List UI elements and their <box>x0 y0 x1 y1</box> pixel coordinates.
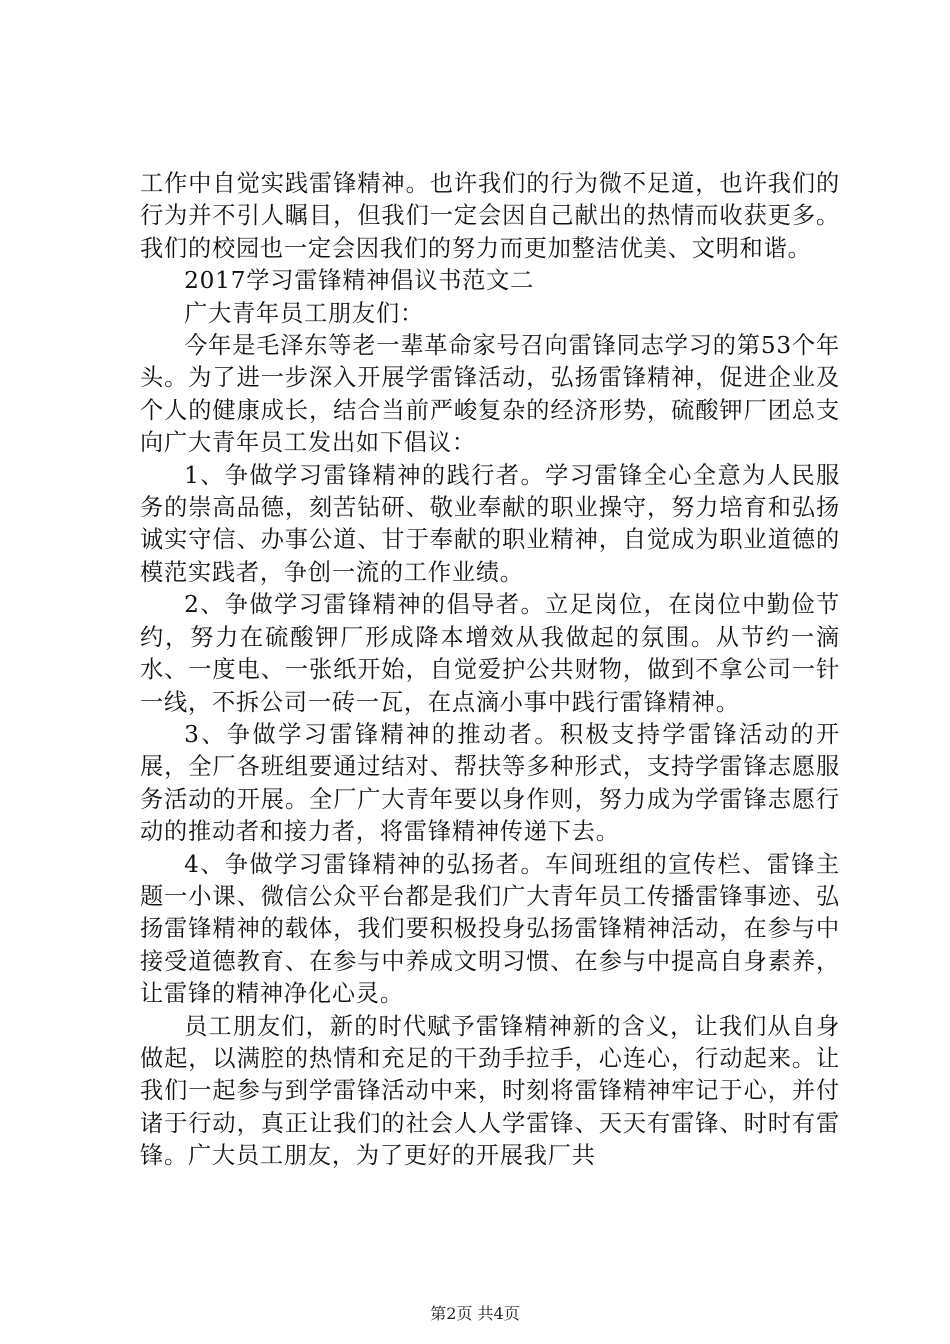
paragraph-intro: 今年是毛泽东等老一辈革命家号召向雷锋同志学习的第53个年头。为了进一步深入开展学雷锋活动，弘扬雷锋精神，促进企业及个人的健康成长，结合当前严峻复杂的经济形势，硫酸钾厂团总支向广大青年员工发出如下倡议： <box>140 332 840 457</box>
paragraph-item-2: 2、争做学习雷锋精神的倡导者。立足岗位，在岗位中勤俭节约，努力在硫酸钾厂形成降本增效从我做起的氛围。从节约一滴水、一度电、一张纸开始，自觉爱护公共财物，做到不拿公司一针一线，不拆公司一砖一瓦，在点滴小事中践行雷锋精神。 <box>140 591 840 716</box>
section-heading: 2017学习雷锋精神倡议书范文二 <box>184 267 535 295</box>
paragraph-continuation: 工作中自觉实践雷锋精神。也许我们的行为微不足道，也许我们的行为并不引人瞩目，但我们一定会因自己献出的热情而收获更多。我们的校园也一定会因我们的努力而更加整洁优美、文明和谐。 <box>140 170 840 262</box>
paragraph-closing: 员工朋友们，新的时代赋予雷锋精神新的含义，让我们从自身做起，以满腔的热情和充足的干劲手拉手，心连心，行动起来。让我们一起参与到学雷锋活动中来，时刻将雷锋精神牢记于心，并付诸于行动，真正让我们的社会人人学雷锋、天天有雷锋、时时有雷锋。广大员工朋友，为了更好的开展我厂共 <box>140 1012 840 1170</box>
paragraph-item-1: 1、争做学习雷锋精神的践行者。学习雷锋全心全意为人民服务的崇高品德，刻苦钻研、敬业奉献的职业操守，努力培育和弘扬诚实守信、办事公道、甘于奉献的职业精神，自觉成为职业道德的模范实践者，争创一流的工作业绩。 <box>140 461 840 586</box>
page-number-footer: 第2页 共4页 <box>430 1304 520 1323</box>
document-body <box>140 168 840 1173</box>
paragraph-item-3: 3、争做学习雷锋精神的推动者。积极支持学雷锋活动的开展，全厂各班组要通过结对、帮扶等多种形式，支持学雷锋志愿服务活动的开展。全厂广大青年要以身作则，努力成为学雷锋志愿行动的推动者和接力者，将雷锋精神传递下去。 <box>140 720 840 846</box>
paragraph-item-4: 4、争做学习雷锋精神的弘扬者。车间班组的宣传栏、雷锋主题一小课、微信公众平台都是我们广大青年员工传播雷锋事迹、弘扬雷锋精神的载体，我们要积极投身弘扬雷锋精神活动，在参与中接受道德教育、在参与中养成文明习惯、在参与中提高自身素养，让雷锋的精神净化心灵。 <box>140 850 840 1008</box>
salutation: 广大青年员工朋友们： <box>184 299 424 327</box>
